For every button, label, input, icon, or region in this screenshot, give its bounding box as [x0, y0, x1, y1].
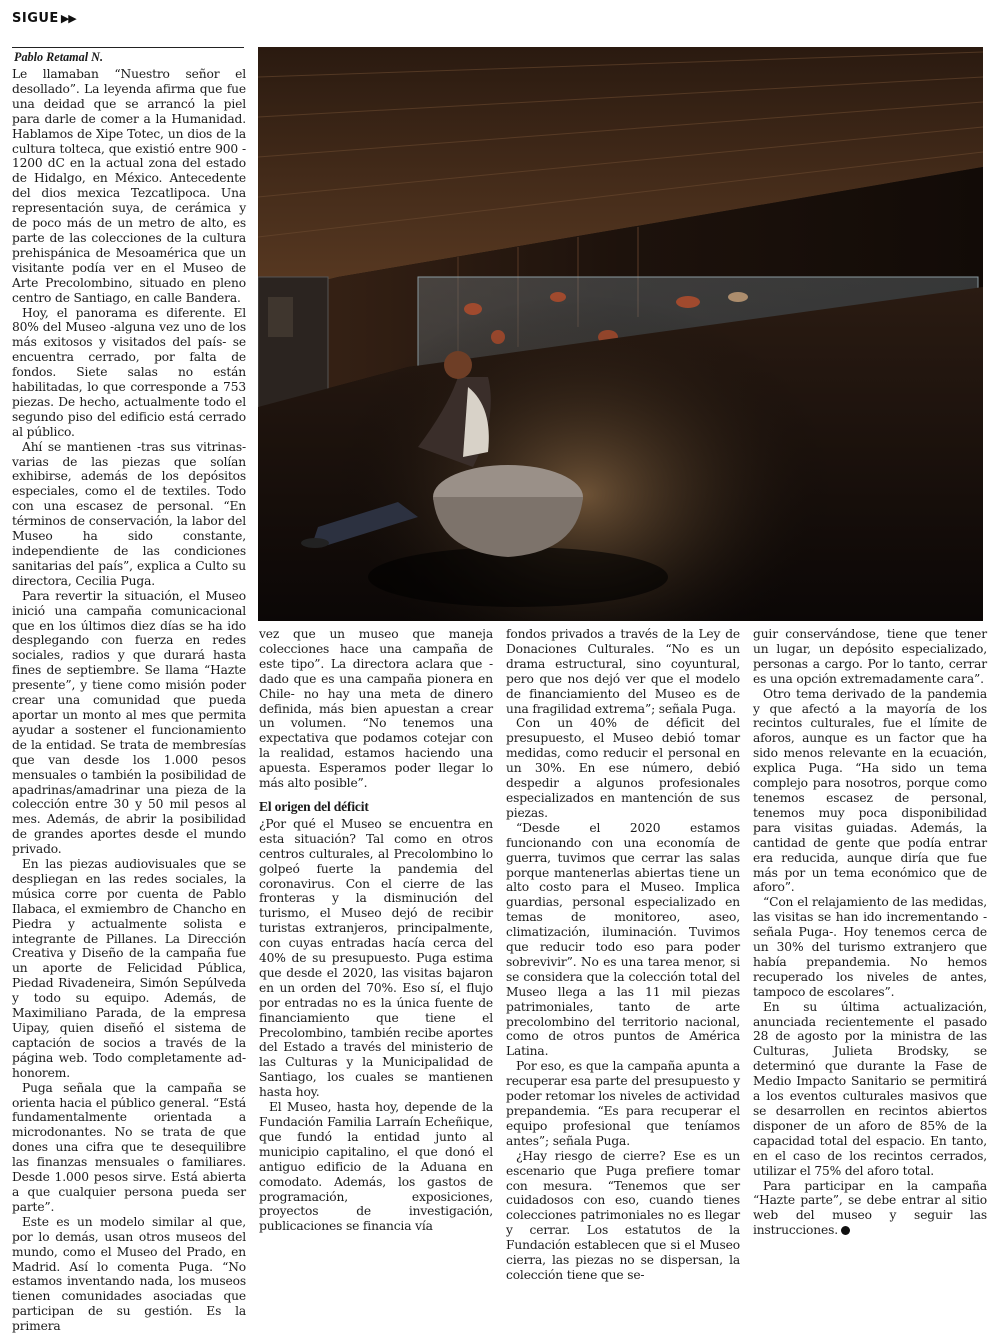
paragraph: Con un 40% de déficit del presupuesto, el Museo debió tomar medidas, como reducir el personal en un 30%. En ese número, debió despedir a algunos profesionales especializados en mantención de sus piezas. [506, 716, 740, 820]
paragraph: Ahí se mantienen -tras sus vitrinas- varias de las piezas que solían exhibirse, además de los depósitos especiales, como el de textiles. Todo con una escasez de personal. “En términos de conservación, la labor del Museo ha sido constante, independiente de las condiciones sanitarias del país”, explica a Culto su directora, Cecilia Puga. [12, 439, 246, 588]
sigue-text: SIGUE [12, 11, 59, 26]
paragraph: Hoy, el panorama es diferente. El 80% del Museo -alguna vez uno de los más exitosos y visitados del país- se encuentra cerrado, por falta de fondos. Siete salas no están habilitadas, lo que corresponde a 753 piezas. De hecho, actualmente todo el segundo piso del edificio está cerrado al público. [12, 305, 246, 439]
byline-rule [12, 47, 244, 48]
paragraph: fondos privados a través de la Ley de Donaciones Culturales. “No es un drama estructural, sino coyuntural, pero que nos dejó ver que el modelo de financiamiento del Museo es de una fragilidad extrema”; señala Puga. [506, 627, 740, 716]
article-column-1 [12, 67, 246, 1334]
paragraph: guir conservándose, tiene que tener un lugar, un depósito especializado, personas a cargo. Por lo tanto, cerrar es una opción extremadamente cara”. [753, 627, 987, 686]
article-column-3 [506, 627, 740, 1283]
article-column-2 [259, 627, 493, 1234]
article-column-4 [753, 627, 987, 1238]
paragraph: Otro tema derivado de la pandemia y que afectó a la mayoría de los recintos culturales, fue el límite de aforos, aunque es un factor que ha sido menos relevante en la ecuación, explica Puga. “Ha sido un tema complejo para nosotros, porque como tenemos escasez de personal, tenemos muy poca disponibilidad para visitas guiadas. Además, la cantidad de gente que podía entrar era reducida, aunque diría que fue más por un tema económico que de aforo”. [753, 686, 987, 895]
paragraph: ¿Por qué el Museo se encuentra en esta situación? Tal como en otros centros culturales, al Precolombino lo golpeó fuerte la pandemia del coronavirus. Con el cierre de las fronteras y la disminución del turismo, el Museo dejó de recibir turistas extranjeros, principalmente, con cuyas entradas hacía cerca del 40% de su presupuesto. Puga estima que desde el 2020, las visitas bajaron en un orden del 70%. Eso sí, el flujo por entradas no es la única fuente de financiamiento que tiene el Precolombino, también recibe aportes del Estado a través del ministerio de las Culturas y la Municipalidad de Santiago, los cuales se mantienen hasta hoy. [259, 816, 493, 1100]
paragraph: Puga señala que la campaña se orienta hacia el público general. “Está fundamentalmente orientada a microdonantes. No se trata de que dones una cifra que te desequilibre las finanzas mensuales o familiares. Desde 1.000 pesos sirve. Está abierta a que cualquier persona pueda ser parte”. [12, 1080, 246, 1214]
continuation-label [12, 11, 76, 26]
section-heading: El origen del déficit [259, 798, 369, 814]
paragraph: En su última actualización, anunciada recientemente el pasado 28 de agosto por la ministra de las Culturas, Julieta Brodsky, se determinó que durante la Fase de Medio Impacto Sanitario se permitirá a los eventos culturales masivos que se desarrollen en recintos abiertos disponer de un aforo de 85% de la capacidad total del espacio. En tanto, en el caso de los recintos cerrados, utilizar el 75% del aforo total. [753, 999, 987, 1178]
paragraph: El Museo, hasta hoy, depende de la Fundación Familia Larraín Echeñique, que fundó la entidad junto al municipio capitalino, el que donó el antiguo edificio de la Aduana en comodato. Además, los gastos de programación, exposiciones, proyectos de investigación, publicaciones se financia vía [259, 1100, 493, 1234]
paragraph: “Desde el 2020 estamos funcionando con una economía de guerra, tuvimos que cerrar las salas porque mantenerlas abiertas tiene un alto costo para el Museo. Implica guardias, personal especializado en temas de monitoreo, aseo, climatización, iluminación. Tuvimos que reducir todo eso para poder sobrevivir”. No es una tarea menor, si se considera que la colección total del Museo llega a las 11 mil piezas patrimoniales, tanto de arte precolombino del territorio nacional, como de otros puntos de América Latina. [506, 820, 740, 1059]
byline: Pablo Retamal N. [14, 50, 104, 64]
museum-gallery-photo [258, 47, 983, 621]
double-arrow-icon: ▶▶ [60, 12, 76, 25]
paragraph: Por eso, es que la campaña apunta a recuperar esa parte del presupuesto y poder retomar los niveles de actividad prepandemia. “Es para recuperar el equipo profesional que teníamos antes”; señala Puga. [506, 1059, 740, 1148]
end-of-article-icon [841, 1226, 850, 1235]
photo-illustration [258, 47, 983, 621]
paragraph: vez que un museo que maneja colecciones hace una campaña de este tipo”. La directora aclara que -dado que es una campaña pionera en Chile- no hay una meta de dinero definida, más bien apuestan a crear un volumen. “No tenemos una expectativa que podamos cotejar con la realidad, estamos haciendo una apuesta. Esperamos poder llegar lo más alto posible”. [259, 627, 493, 791]
closing-text: Para participar en la campaña “Hazte parte”, se debe entrar al sitio web del museo y seguir las instrucciones. [753, 1178, 987, 1238]
paragraph: En las piezas audiovisuales que se despliegan en las redes sociales, la música corre por cuenta de Pablo Ilabaca, el exmiembro de Chancho en Piedra y actualmente solista e integrante de Pillanes. La Dirección Creativa y Diseño de la campaña fue un aporte de Felicidad Pública, Piedad Rivadeneira, Simón Sepúlveda y todo su equipo. Además, de Maximiliano Parada, de la empresa Uipay, quien diseñó el sistema de captación de socios a través de la página web. Todo completamente ad-honorem. [12, 857, 246, 1080]
paragraph [753, 1179, 987, 1239]
paragraph: Le llamaban “Nuestro señor el desollado”. La leyenda afirma que fue una deidad que se arrancó la piel para darle de comer a la Humanidad. Hablamos de Xipe Totec, un dios de la cultura tolteca, que existió entre 900 - 1200 dC en la actual zona del estado de Hidalgo, en México. Antecedente del dios mexica Tezcatlipoca. Una representación suya, de cerámica y de poco más de un metro de alto, es parte de las colecciones de la cultura prehispánica de Mesoamérica que un visitante podía ver en el Museo de Arte Precolombino, situado en pleno centro de Santiago, en calle Bandera. [12, 67, 246, 305]
paragraph: Este es un modelo similar al que, por lo demás, usan otros museos del mundo, como el Museo del Prado, en Madrid. Así lo comenta Puga. “No estamos inventando nada, los museos tienen comunidades asociadas que participan de su gestión. Es la primera [12, 1214, 246, 1334]
paragraph: Para revertir la situación, el Museo inició una campaña comunicacional que en los últimos diez días se ha ido desplegando con fuerza en redes sociales, radios y que durará hasta fines de septiembre. Se llama “Hazte presente”, y tiene como misión poder crear una comunidad que pueda aportar un monto al mes que permita ayudar a sostener el funcionamiento de la entidad. Se trata de membresías que van desde los 1.000 pesos mensuales o también la posibilidad de apadrinas/amadrinar una pieza de la colección entre 30 y 50 mil pesos al mes. Además, de abrir la posibilidad de grandes aportes desde el mundo privado. [12, 588, 246, 857]
paragraph: “Con el relajamiento de las medidas, las visitas se han ido incrementando -señala Puga-. Hoy tenemos cerca de un 30% del turismo extranjero que había prepandemia. No hemos recuperado los niveles de antes, tampoco de escolares”. [753, 895, 987, 999]
paragraph: ¿Hay riesgo de cierre? Ese es un escenario que Puga prefiere tomar con mesura. “Tenemos que ser cuidadosos con eso, cuando tienes colecciones patrimoniales no es llegar y cerrar. Los estatutos de la Fundación establecen que si el Museo cierra, las piezas no se dispersan, la colección tiene que se- [506, 1148, 740, 1282]
